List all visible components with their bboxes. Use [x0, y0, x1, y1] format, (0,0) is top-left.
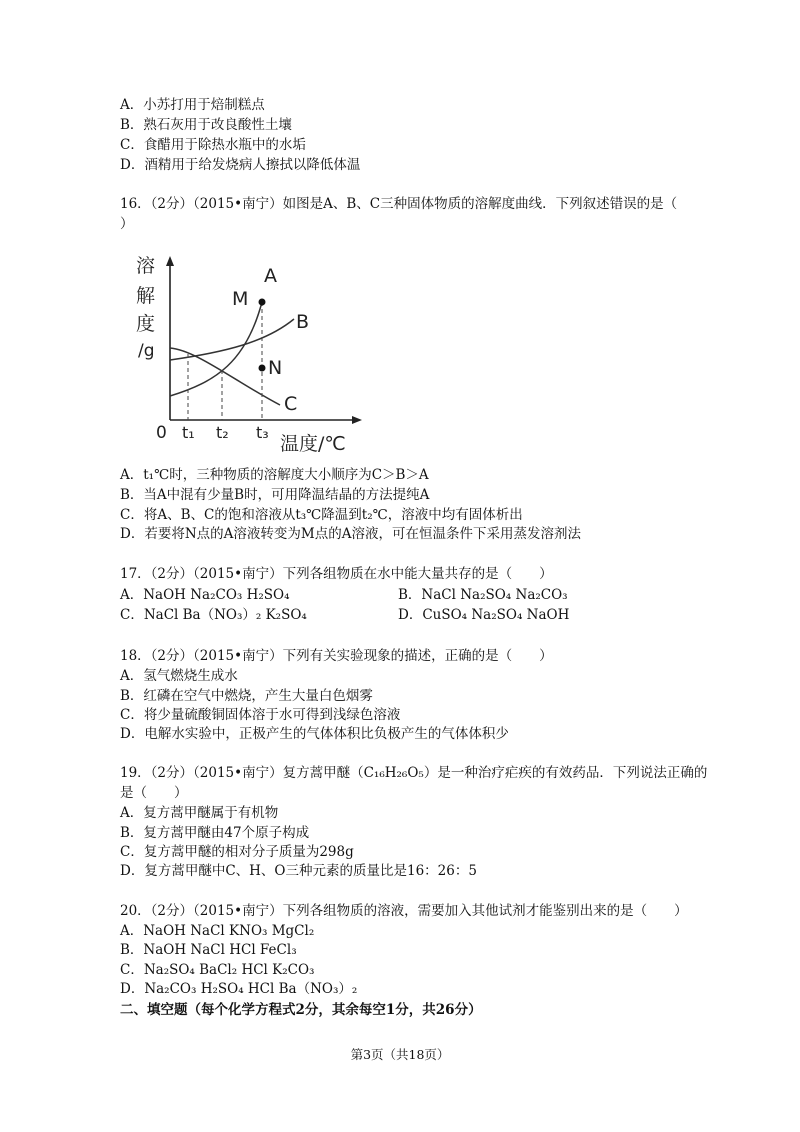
- y-axis-label-2: 解: [136, 285, 156, 307]
- point-n: [259, 365, 266, 372]
- q18-stem: 18．（2分）（2015•南宁）下列有关实验现象的描述，正确的是（ ）: [120, 648, 553, 664]
- q20-option-c: C．Na₂SO₄ BaCl₂ HCl K₂CO₃: [120, 962, 315, 978]
- q20-option-b: B．NaOH NaCl HCl FeCl₃: [120, 942, 297, 958]
- q15-option-d: D．酒精用于给发烧病人擦拭以降低体温: [120, 157, 361, 173]
- origin-label: 0: [156, 423, 167, 443]
- q15-option-b: B．熟石灰用于改良酸性土壤: [120, 117, 292, 133]
- point-m: [259, 299, 266, 306]
- q19-option-a: A．复方蒿甲醚属于有机物: [120, 805, 279, 821]
- q16-option-c: C．将A、B、C的饱和溶液从t₃℃降温到t₂℃，溶液中均有固体析出: [120, 507, 523, 523]
- q16-option-b: B．当A中混有少量B时，可用降温结晶的方法提纯A: [120, 487, 430, 503]
- q19-stem-line1: 19．（2分）（2015•南宁）复方蒿甲醚（C₁₆H₂₆O₅）是一种治疗疟疾的有效药品．下列说法正确的: [120, 765, 708, 781]
- curve-a-label: A: [264, 265, 277, 287]
- q17-option-a: A．NaOH Na₂CO₃ H₂SO₄: [120, 587, 290, 603]
- q15-option-c: C．食醋用于除热水瓶中的水垢: [120, 137, 306, 153]
- tick-t2: t₂: [216, 423, 229, 442]
- q16-stem-line1: 16．（2分）（2015•南宁）如图是A、B、C三种固体物质的溶解度曲线．下列叙述错误的是（: [120, 196, 678, 212]
- curve-a: [170, 302, 262, 396]
- q19-option-c: C．复方蒿甲醚的相对分子质量为298g: [120, 844, 354, 860]
- q15-option-a: A．小苏打用于焙制糕点: [120, 97, 265, 113]
- tick-t1: t₁: [182, 423, 195, 442]
- point-n-label: N: [268, 357, 283, 379]
- q17-option-b: B．NaCl Na₂SO₄ Na₂CO₃: [398, 587, 568, 603]
- q16-stem-line2: ）: [120, 216, 134, 232]
- q19-option-d: D．复方蒿甲醚中C、H、O三种元素的质量比是16：26：5: [120, 863, 477, 879]
- q17-stem: 17．（2分）（2015•南宁）下列各组物质在水中能大量共存的是（ ）: [120, 566, 553, 582]
- q17-option-d: D．CuSO₄ Na₂SO₄ NaOH: [398, 607, 570, 623]
- solubility-curve-graph: [126, 252, 376, 457]
- q20-stem: 20．（2分）（2015•南宁）下列各组物质的溶液，需要加入其他试剂才能鉴别出来的是（ ）: [120, 903, 688, 919]
- q18-option-d: D．电解水实验中，正极产生的气体体积比负极产生的气体体积少: [120, 726, 509, 742]
- q16-option-a: A．t₁℃时，三种物质的溶解度大小顺序为C＞B＞A: [120, 467, 429, 483]
- section-2-title: 二、填空题（每个化学方程式2分，其余每空1分，共26分）: [120, 1002, 482, 1018]
- q19-stem-line2: 是（ ）: [120, 785, 188, 801]
- tick-t3: t₃: [256, 423, 269, 442]
- point-m-label: M: [232, 288, 249, 310]
- q18-option-a: A．氢气燃烧生成水: [120, 668, 238, 684]
- curve-c-label: C: [284, 393, 298, 415]
- q18-option-b: B．红磷在空气中燃烧，产生大量白色烟雾: [120, 688, 373, 704]
- q17-option-c: C．NaCl Ba（NO₃）₂ K₂SO₄: [120, 607, 307, 623]
- y-axis-label-4: /g: [138, 341, 155, 361]
- page-footer: 第3页（共18页）: [350, 1047, 450, 1062]
- q16-option-d: D．若要将N点的A溶液转变为M点的A溶液，可在恒温条件下采用蒸发溶剂法: [120, 526, 581, 542]
- y-axis-label-3: 度: [136, 313, 156, 335]
- curve-b-label: B: [296, 311, 310, 333]
- q20-option-a: A．NaOH NaCl KNO₃ MgCl₂: [120, 923, 315, 939]
- y-axis-label-1: 溶: [136, 255, 156, 277]
- x-axis-label: 温度/℃: [280, 433, 346, 455]
- curve-c: [170, 348, 283, 405]
- q19-option-b: B．复方蒿甲醚由47个原子构成: [120, 825, 310, 841]
- x-axis-arrow: [352, 416, 362, 424]
- q20-option-d: D．Na₂CO₃ H₂SO₄ HCl Ba（NO₃）₂: [120, 981, 358, 997]
- q18-option-c: C．将少量硫酸铜固体溶于水可得到浅绿色溶液: [120, 707, 401, 723]
- y-axis-arrow: [166, 256, 174, 266]
